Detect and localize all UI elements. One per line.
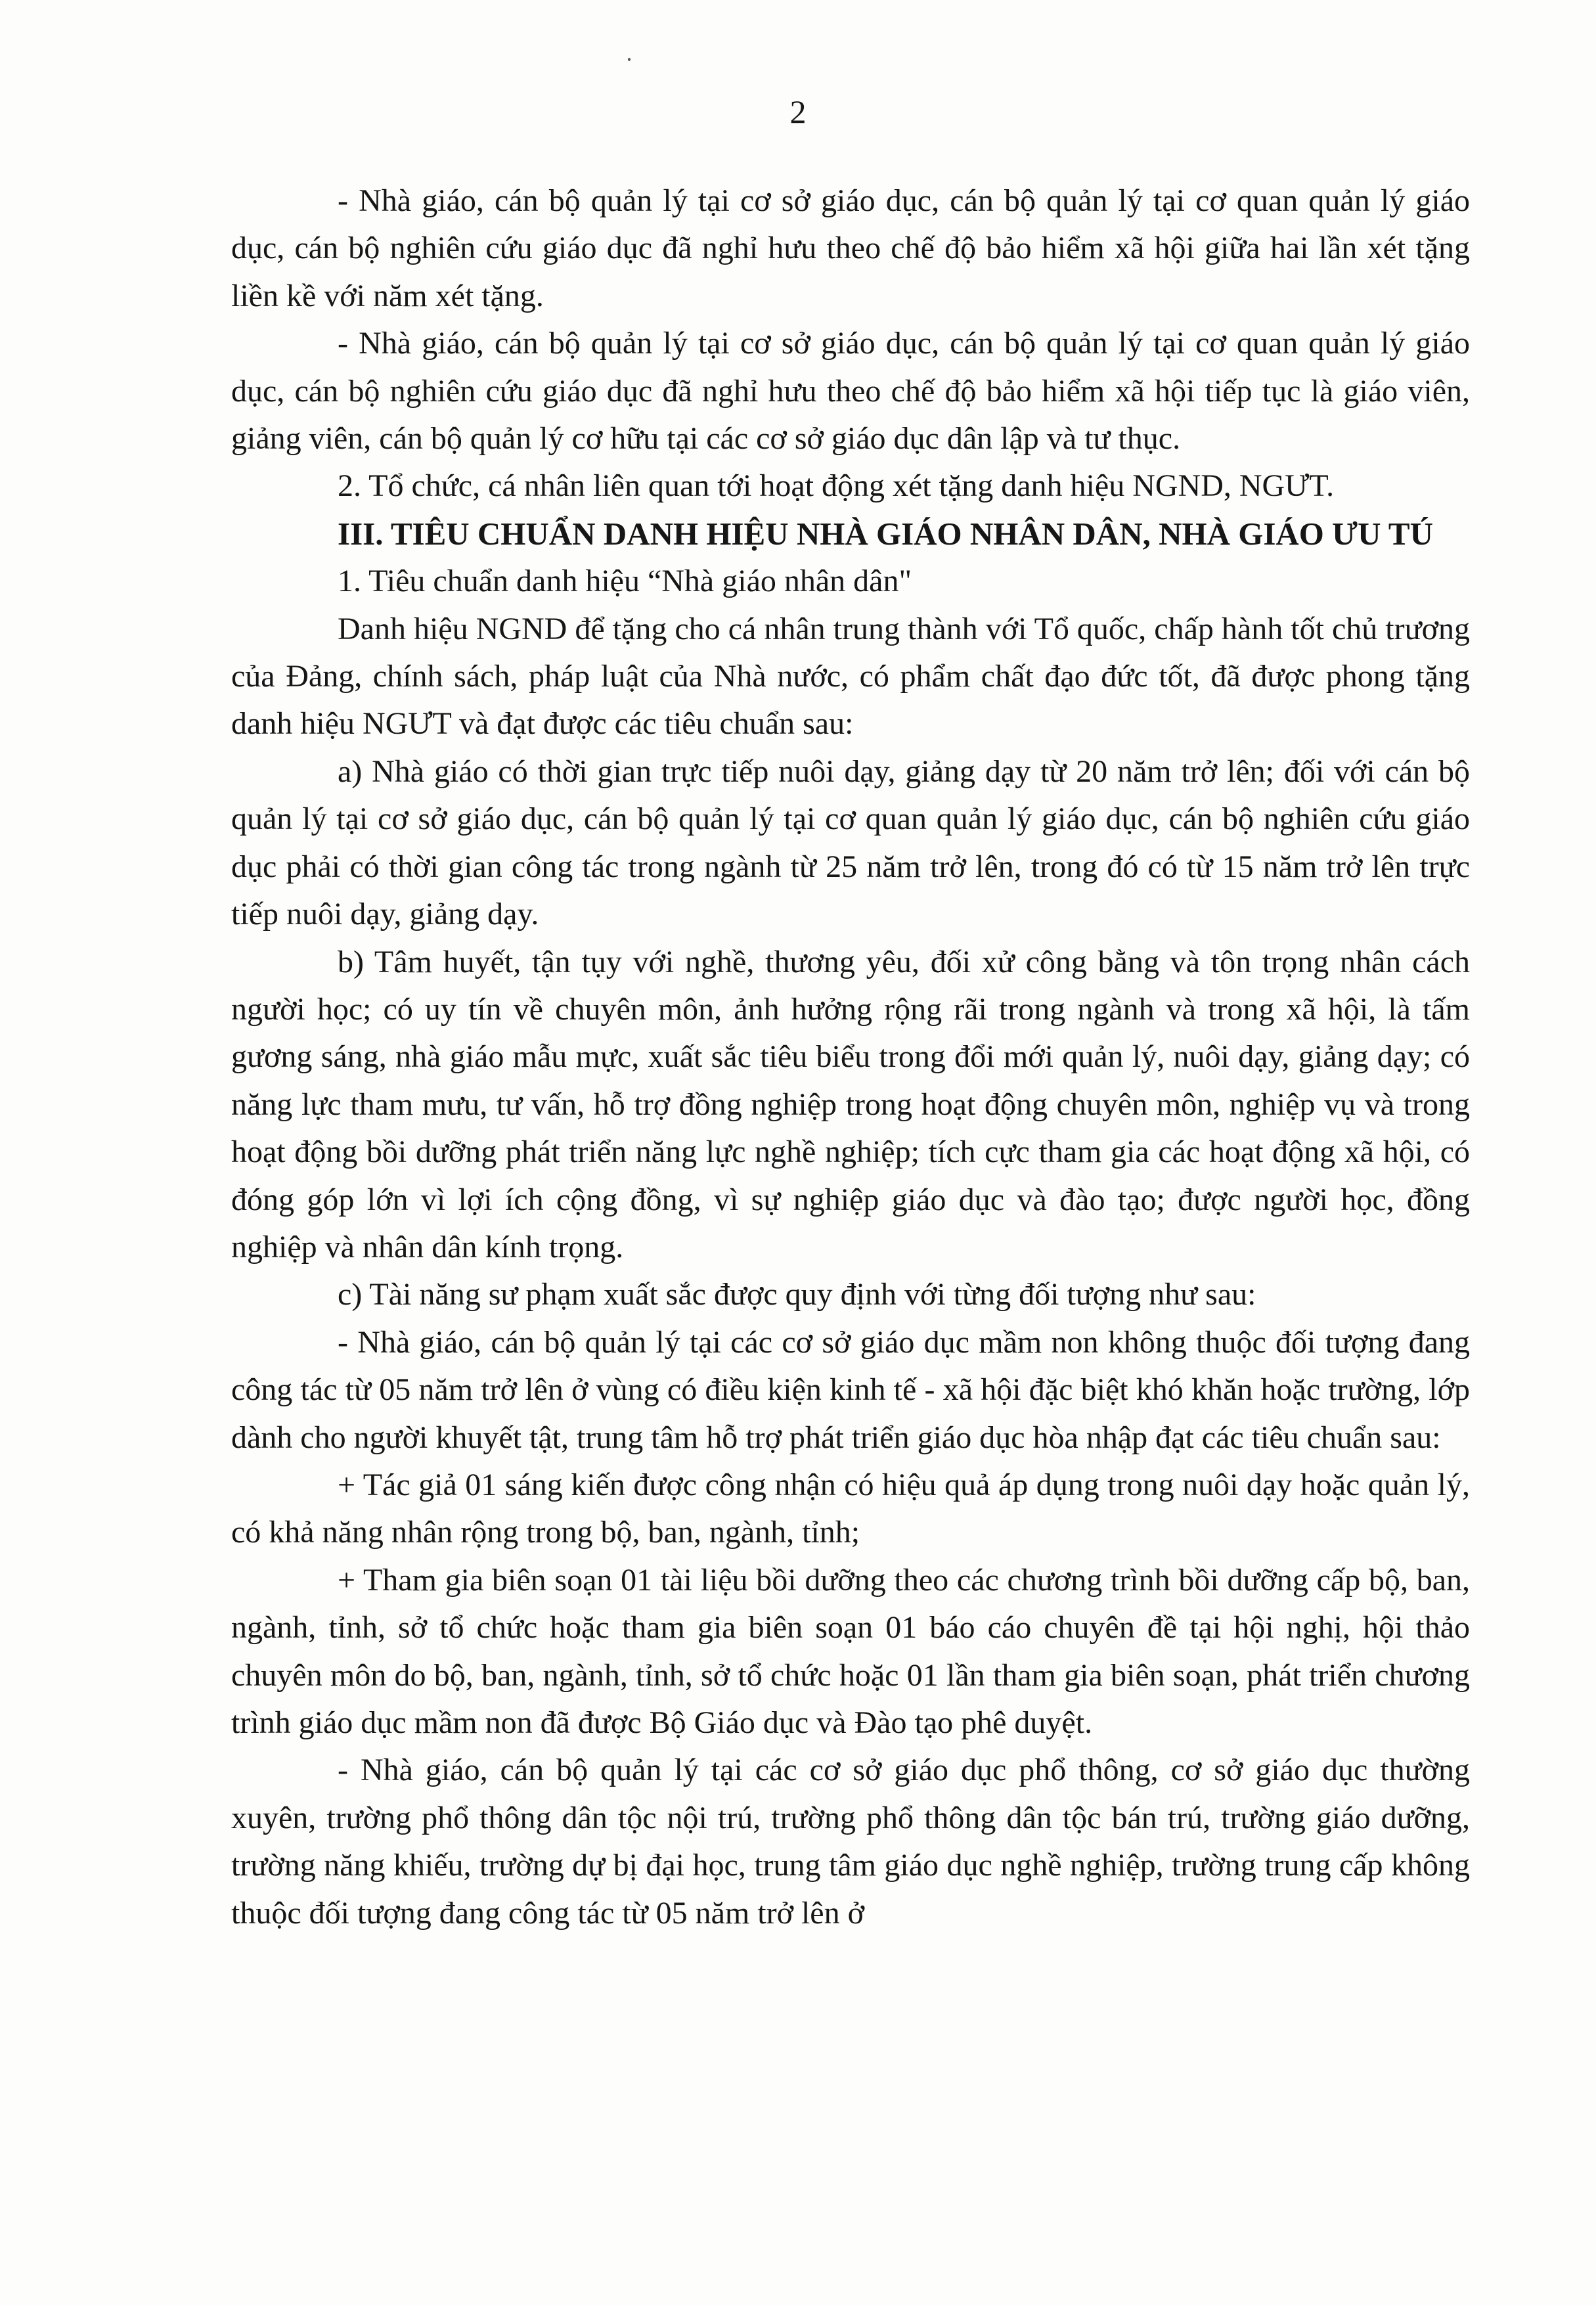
paragraph-criterion-a: a) Nhà giáo có thời gian trực tiếp nuôi dạy, giảng dạy từ 20 năm trở lên; đối với cán bộ quản lý tại cơ sở giáo dục, cán bộ quản lý tại cơ quan quản lý giáo dục, cán bộ nghiên cứu giáo dục phải có thời gian công tác trong ngành từ 25 năm trở lên, trong đó có từ 15 năm trở lên trực tiếp nuôi dạy, giảng dạy.: [231, 753, 1470, 932]
paragraph-criterion-b: b) Tâm huyết, tận tụy với nghề, thương yêu, đối xử công bằng và tôn trọng nhân cách người học; có uy tín về chuyên môn, ảnh hưởng rộng rãi trong ngành và trong xã hội, là tấm gương sáng, nhà giáo mẫu mực, xuất sắc tiêu biểu trong đổi mới quản lý, nuôi dạy, giảng dạy; có năng lực tham mưu, tư vấn, hỗ trợ đồng nghiệp trong hoạt động chuyên môn, nghiệp vụ và trong hoạt động bồi dưỡng phát triển năng lực nghề nghiệp; tích cực tham gia các hoạt động xã hội, có đóng góp lớn vì lợi ích cộng đồng, vì sự nghiệp giáo dục và đào tạo; được người học, đồng nghiệp và nhân dân kính trọng.: [231, 944, 1470, 1264]
paragraph-retired-staff-continuing: - Nhà giáo, cán bộ quản lý tại cơ sở giáo dục, cán bộ quản lý tại cơ quan quản lý giáo dục, cán bộ nghiên cứu giáo dục đã nghỉ hưu theo chế độ bảo hiểm xã hội tiếp tục là giáo viên, giảng viên, cán bộ quản lý cơ hữu tại các cơ sở giáo dục dân lập và tư thục.: [231, 326, 1470, 457]
paragraph-related-organizations: 2. Tổ chức, cá nhân liên quan tới hoạt động xét tặng danh hiệu NGND, NGƯT.: [338, 468, 1335, 504]
paragraph-ngnd-intro: Danh hiệu NGND để tặng cho cá nhân trung thành với Tổ quốc, chấp hành tốt chủ trương của Đảng, chính sách, pháp luật của Nhà nước, có phẩm chất đạo đức tốt, đã được phong tặng danh hiệu NGƯT và đạt được các tiêu chuẩn sau:: [231, 611, 1470, 742]
paragraph-preschool-staff: - Nhà giáo, cán bộ quản lý tại các cơ sở giáo dục mầm non không thuộc đối tượng đang công tác từ 05 năm trở lên ở vùng có điều kiện kinh tế - xã hội đặc biệt khó khăn hoặc trường, lớp dành cho người khuyết tật, trung tâm hỗ trợ phát triển giáo dục hòa nhập đạt các tiêu chuẩn sau:: [231, 1324, 1470, 1455]
page-number: 2: [789, 93, 807, 130]
subheading-ngnd-criteria: 1. Tiêu chuẩn danh hiệu “Nhà giáo nhân dân": [338, 564, 912, 599]
paragraph-training-materials: + Tham gia biên soạn 01 tài liệu bồi dưỡng theo các chương trình bồi dưỡng cấp bộ, ban, ngành, tỉnh, sở tổ chức hoặc tham gia biên soạn 01 báo cáo chuyên đề tại hội nghị, hội thảo chuyên môn do bộ, ban, ngành, tỉnh, sở tổ chức hoặc 01 lần tham gia biên soạn, phát triển chương trình giáo dục mầm non đã được Bộ Giáo dục và Đào tạo phê duyệt.: [231, 1562, 1470, 1740]
speck-mark: [628, 58, 631, 61]
paragraph-initiative-author: + Tác giả 01 sáng kiến được công nhận có hiệu quả áp dụng trong nuôi dạy hoặc quản lý, có khả năng nhân rộng trong bộ, ban, ngành, tỉnh;: [231, 1467, 1470, 1550]
paragraph-retired-staff: - Nhà giáo, cán bộ quản lý tại cơ sở giáo dục, cán bộ quản lý tại cơ quan quản lý giáo dục, cán bộ nghiên cứu giáo dục đã nghỉ hưu theo chế độ bảo hiểm xã hội giữa hai lần xét tặng liền kề với năm xét tặng.: [231, 183, 1470, 313]
document-body: [231, 177, 1470, 1937]
paragraph-criterion-c: c) Tài năng sư phạm xuất sắc được quy định với từng đối tượng như sau:: [338, 1277, 1256, 1312]
section-heading-iii: III. TIÊU CHUẨN DANH HIỆU NHÀ GIÁO NHÂN DÂN, NHÀ GIÁO ƯU TÚ: [338, 515, 1433, 552]
paragraph-general-education-staff: - Nhà giáo, cán bộ quản lý tại các cơ sở giáo dục phổ thông, cơ sở giáo dục thường xuyên, trường phổ thông dân tộc nội trú, trường phổ thông dân tộc bán trú, trường giáo dưỡng, trường năng khiếu, trường dự bị đại học, trung tâm giáo dục nghề nghiệp, trường trung cấp không thuộc đối tượng đang công tác từ 05 năm trở lên ở: [231, 1753, 1470, 1931]
